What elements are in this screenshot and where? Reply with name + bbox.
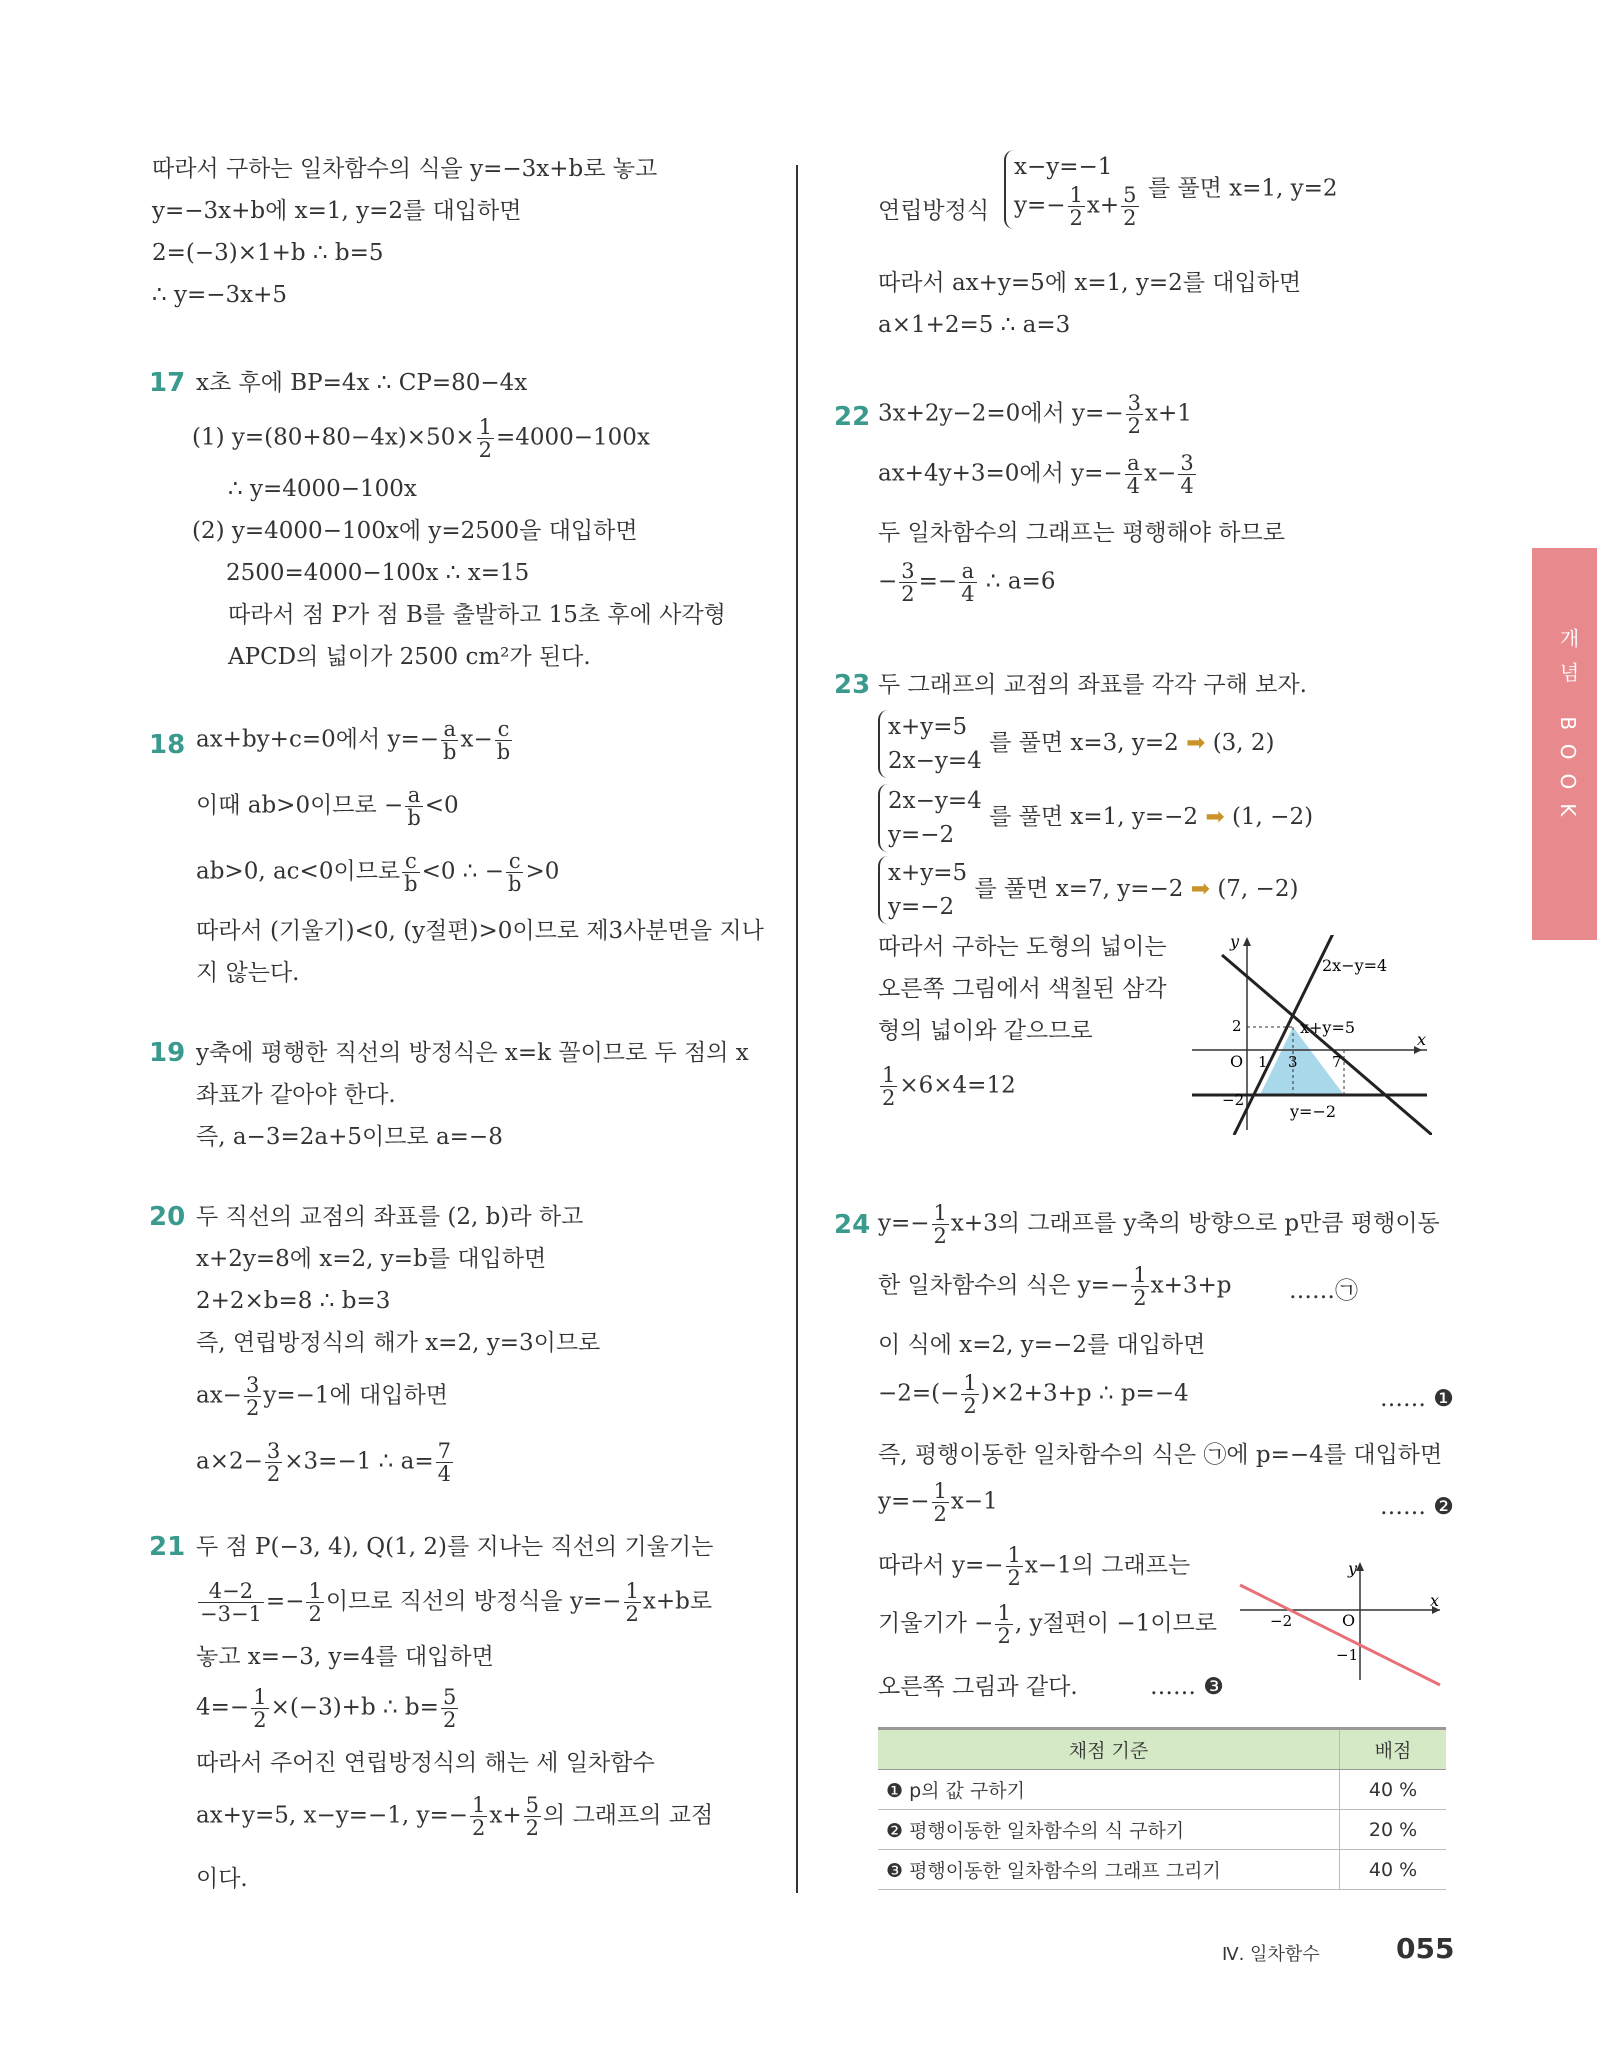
fraction: $\frac{5}{2}$ [442,1685,457,1732]
fraction: $\frac{1}{2}$ [933,1201,947,1248]
text-part: x+ [489,1802,522,1829]
fraction: $\frac{1}{2}$ [253,1685,267,1732]
text-part: x− [1144,460,1177,487]
text-part: 기울기가 − [878,1610,994,1637]
text-line [878,560,1055,605]
x-axis-label: x [1417,1030,1427,1049]
text-part: 4=− [196,1694,250,1721]
fraction: $\frac{1}{2}$ [472,1793,486,1840]
text-line: 연립방정식 [878,198,990,224]
text-line [878,1264,1231,1309]
question-number: 23 [834,670,871,700]
fraction: $\frac{1}{2}$ [963,1371,977,1418]
column-divider [796,165,798,1893]
text-part: (3, 2) [1212,730,1275,756]
text-part: x+3+p [1150,1272,1232,1299]
fraction: $\frac{a}{b}$ [443,717,457,764]
points-cell: 40 % [1340,1770,1447,1810]
text-line: 따라서 ax+y=5에 x=1, y=2를 대입하면 [878,270,1302,296]
fraction: $\frac{1}{2}$ [1133,1263,1147,1310]
text-part: 의 그래프의 교점 [543,1802,714,1829]
arrow-right-icon: ➡ [1205,804,1225,830]
marker: ……㉠ [1289,1278,1358,1304]
text-part: − [878,568,898,595]
text-line: 놓고 x=−3, y=4를 대입하면 [196,1644,494,1670]
text-part: =4000−100x [495,424,650,451]
question-number: 18 [149,730,186,760]
text-line: 이 식에 x=2, y=−2를 대입하면 [878,1332,1206,1358]
tick-label: 3 [1288,1053,1298,1071]
text-part: <0 ∴ − [421,858,505,885]
table-row [878,1770,1446,1810]
text-line: APCD의 넓이가 2500 cm²가 된다. [228,644,591,670]
graph-line [1240,1585,1440,1685]
header-points: 배점 [1340,1729,1447,1770]
text-line [196,850,559,895]
text-line: (2) y=4000−100x에 y=2500을 대입하면 [192,518,638,544]
text-line [196,1686,460,1731]
fraction: $\frac{3}{2}$ [1127,391,1141,438]
text-line: a×1+2=5 ∴ a=3 [878,312,1071,338]
arrow-right-icon: ➡ [1186,730,1206,756]
fraction: $\frac{5}{2}$ [1123,183,1137,230]
text-part: ×3=−1 ∴ a= [284,1448,434,1475]
text-part: 이므로 직선의 방정식을 y=− [325,1588,622,1615]
points-cell: 40 % [1340,1850,1447,1890]
text-part: (1) y=(80+80−4x)×50× [192,424,475,451]
text-line [878,1480,998,1525]
fraction: $\frac{c}{b}$ [508,849,522,896]
text-line: ∴ y=4000−100x [228,476,417,502]
text-part: ax+4y+3=0에서 y=− [878,460,1123,487]
scoring-table [878,1727,1446,1890]
system-of-equations [878,856,1298,924]
fraction: $\frac{3}{2}$ [245,1373,260,1420]
fraction: $\frac{a}{b}$ [407,783,421,830]
system-of-equations [878,710,1275,778]
equation: x−y=−1 [1014,154,1113,180]
graph-q24 [1230,1560,1450,1690]
text-line: 따라서 구하는 도형의 넓이는 [878,934,1167,960]
text-part: −2=(− [878,1380,960,1407]
marker: …… ❷ [1380,1494,1454,1520]
footer-chapter: Ⅳ. 일차함수 [1222,1944,1320,1965]
question-number: 19 [149,1038,186,1068]
text-line: ∴ y=−3x+5 [152,282,287,308]
question-number: 21 [149,1532,186,1562]
text-line [878,1202,1440,1247]
fraction: $\frac{3}{4}$ [1180,451,1194,498]
text-line [196,1794,713,1839]
table-row [878,1810,1446,1850]
text-part: x+b로 [642,1588,713,1615]
y-axis-label: y [1348,1560,1358,1578]
text-line [192,416,650,461]
text-part: x−1의 그래프는 [1024,1552,1191,1579]
graph-q23 [1192,935,1432,1135]
tick-label: 7 [1332,1053,1342,1071]
text-line [196,1374,448,1419]
text-line: 형의 넓이와 같으므로 [878,1018,1093,1044]
text-line: 두 직선의 교점의 좌표를 (2, b)라 하고 [196,1204,584,1230]
fraction: $\frac{1}{2}$ [625,1579,639,1626]
text-line: 2500=4000−100x ∴ x=15 [226,560,530,586]
text-part: 이때 ab>0이므로 − [196,792,404,819]
question-number: 20 [149,1202,186,1232]
text-line: 즉, a−3=2a+5이므로 a=−8 [196,1124,503,1150]
text-line: 따라서 (기울기)<0, (y절편)>0이므로 제3사분면을 지나 [196,918,764,944]
fraction: $\frac{4-2}{-3-1}$ [200,1579,262,1626]
tick-label: −2 [1222,1091,1245,1109]
origin-label: O [1230,1052,1244,1071]
text-part: >0 [525,858,560,885]
fraction: $\frac{1}{2}$ [997,1601,1011,1648]
line-label: 2x−y=4 [1322,956,1388,975]
text-line: 2=(−3)×1+b ∴ b=5 [152,240,384,266]
brace: x+y=5 y=−2 [878,856,967,924]
text-part: ax− [196,1382,242,1409]
text-line [196,1440,455,1485]
text-line: 즉, 평행이동한 일차함수의 식은 ㉠에 p=−4를 대입하면 [878,1442,1443,1468]
brace: 2x−y=4 y=−2 [878,784,982,852]
y-axis-arrow-icon [1243,937,1251,946]
fraction: $\frac{3}{2}$ [266,1439,281,1486]
marker: …… ❶ [1380,1386,1454,1412]
fraction: $\frac{3}{2}$ [901,559,915,606]
fraction: $\frac{a}{4}$ [961,559,975,606]
line-label: x+y=5 [1300,1018,1356,1037]
text-line [878,1064,1016,1109]
fraction: $\frac{c}{b}$ [404,849,418,896]
text-line: 지 않는다. [196,960,300,986]
text-part: y=− [878,1210,930,1237]
question-number: 22 [834,402,871,432]
text-line: 즉, 연립방정식의 해가 x=2, y=3이므로 [196,1330,601,1356]
question-number: 24 [834,1210,871,1240]
header-criteria: 채점 기준 [878,1729,1340,1770]
text-part: ax+y=5, x−y=−1, y=− [196,1802,469,1829]
fraction: $\frac{a}{4}$ [1126,451,1141,498]
side-tab [1532,548,1597,940]
points-cell: 20 % [1340,1810,1447,1850]
text-line [878,452,1198,497]
text-part: =− [265,1588,305,1615]
text-part: x−1 [950,1488,998,1515]
text-part: 3x+2y−2=0에서 y=− [878,400,1124,427]
text-part: 따라서 y=− [878,1552,1004,1579]
y-axis-arrow-icon [1356,1562,1364,1571]
text-part: x− [460,726,493,753]
equation: y=− $\frac{1}{2}$ x+ $\frac{5}{2}$ [1014,183,1137,230]
text-line: x초 후에 BP=4x ∴ CP=80−4x [196,370,528,396]
fraction: $\frac{1}{2}$ [308,1579,322,1626]
text-line: 따라서 구하는 일차함수의 식을 y=−3x+b로 놓고 [152,156,658,182]
text-line: y=−3x+b에 x=1, y=2를 대입하면 [152,198,522,224]
text-part: y=−1에 대입하면 [263,1382,448,1409]
text-part: <0 [424,792,459,819]
text-line: x+2y=8에 x=2, y=b를 대입하면 [196,1246,547,1272]
text-part: y=− [878,1488,930,1515]
text-line: 2+2×b=8 ∴ b=3 [196,1288,391,1314]
text-part: ×6×4=12 [899,1072,1016,1099]
text-line [196,784,459,829]
system-of-equations [878,784,1313,852]
text-part: x+3의 그래프를 y축의 방향으로 p만큼 평행이동 [950,1210,1440,1237]
brace: x+y=5 2x−y=4 [878,710,982,778]
tick-label: 2 [1232,1017,1242,1035]
page-number: 055 [1396,1932,1455,1965]
criteria-cell: ❶ p의 값 구하기 [878,1770,1340,1810]
text-line: 두 일차함수의 그래프는 평행해야 하므로 [878,520,1285,546]
system-of-equations [1004,150,1338,229]
text-part: )×2+3+p ∴ p=−4 [980,1380,1189,1407]
criteria-cell: ❸ 평행이동한 일차함수의 그래프 그리기 [878,1850,1340,1890]
text-part: (1, −2) [1231,804,1314,830]
marker: …… ❸ [1150,1674,1224,1700]
text-part: ∴ a=6 [978,568,1056,595]
text-part: 를 풀면 x=1, y=2 [1147,175,1338,202]
tick-label: 1 [1258,1053,1268,1071]
fraction: $\frac{5}{2}$ [525,1793,540,1840]
fraction: $\frac{7}{4}$ [437,1439,451,1486]
fraction: $\frac{1}{2}$ [1007,1543,1021,1590]
text-line: 따라서 주어진 연립방정식의 해는 세 일차함수 [196,1750,655,1776]
question-number: 17 [149,368,186,398]
text-line [196,718,514,763]
text-part: ab>0, ac<0이므로 [196,858,401,885]
text-part: (7, −2) [1217,876,1299,902]
text-part: 를 풀면 x=3, y=2 [989,730,1179,756]
text-line: 두 점 P(−3, 4), Q(1, 2)를 지나는 직선의 기울기는 [196,1534,714,1560]
x-axis-label: x [1430,1591,1440,1610]
text-line: 따라서 점 P가 점 B를 출발하고 15초 후에 사각형 [228,602,726,628]
fraction: $\frac{1}{2}$ [933,1479,947,1526]
tick-label: −1 [1336,1646,1359,1664]
text-part: 를 풀면 x=7, y=−2 [974,876,1184,902]
text-line: 좌표가 같아야 한다. [196,1082,396,1108]
text-part: =− [918,568,958,595]
side-tab-label: 개념 BOOK [1556,628,1580,831]
text-part: ×(−3)+b ∴ b= [270,1694,439,1721]
text-part: 를 풀면 x=1, y=−2 [989,804,1199,830]
text-line [878,1372,1189,1417]
text-part: 한 일차함수의 식은 y=− [878,1272,1130,1299]
table-row [878,1850,1446,1890]
text-part: ax+by+c=0에서 y=− [196,726,440,753]
text-line [878,392,1192,437]
text-part: x+1 [1144,400,1192,427]
text-line [196,1580,712,1625]
line-label: y=−2 [1290,1102,1337,1121]
arrow-right-icon: ➡ [1190,876,1211,902]
text-line: y축에 평행한 직선의 방정식은 x=k 꼴이므로 두 점의 x [196,1040,749,1066]
brace [1004,150,1141,229]
text-line [878,1544,1190,1589]
text-part: a×2− [196,1448,263,1475]
text-line [878,1602,1217,1647]
text-line: 오른쪽 그림에서 색칠된 삼각 [878,976,1167,1002]
text-line: 이다. [196,1866,248,1892]
criteria-cell: ❷ 평행이동한 일차함수의 식 구하기 [878,1810,1340,1850]
y-axis-label: y [1230,935,1240,951]
fraction: $\frac{c}{b}$ [496,717,511,764]
fraction: $\frac{1}{2}$ [478,415,492,462]
text-part: , y절편이 −1이므로 [1014,1610,1217,1637]
text-line: 오른쪽 그림과 같다. [878,1674,1078,1700]
origin-label: O [1342,1611,1356,1630]
fraction: $\frac{1}{2}$ [882,1063,896,1110]
text-line: 두 그래프의 교점의 좌표를 각각 구해 보자. [878,672,1307,698]
table-header-row [878,1729,1446,1770]
fraction: $\frac{1}{2}$ [1069,183,1083,230]
tick-label: −2 [1270,1612,1293,1630]
